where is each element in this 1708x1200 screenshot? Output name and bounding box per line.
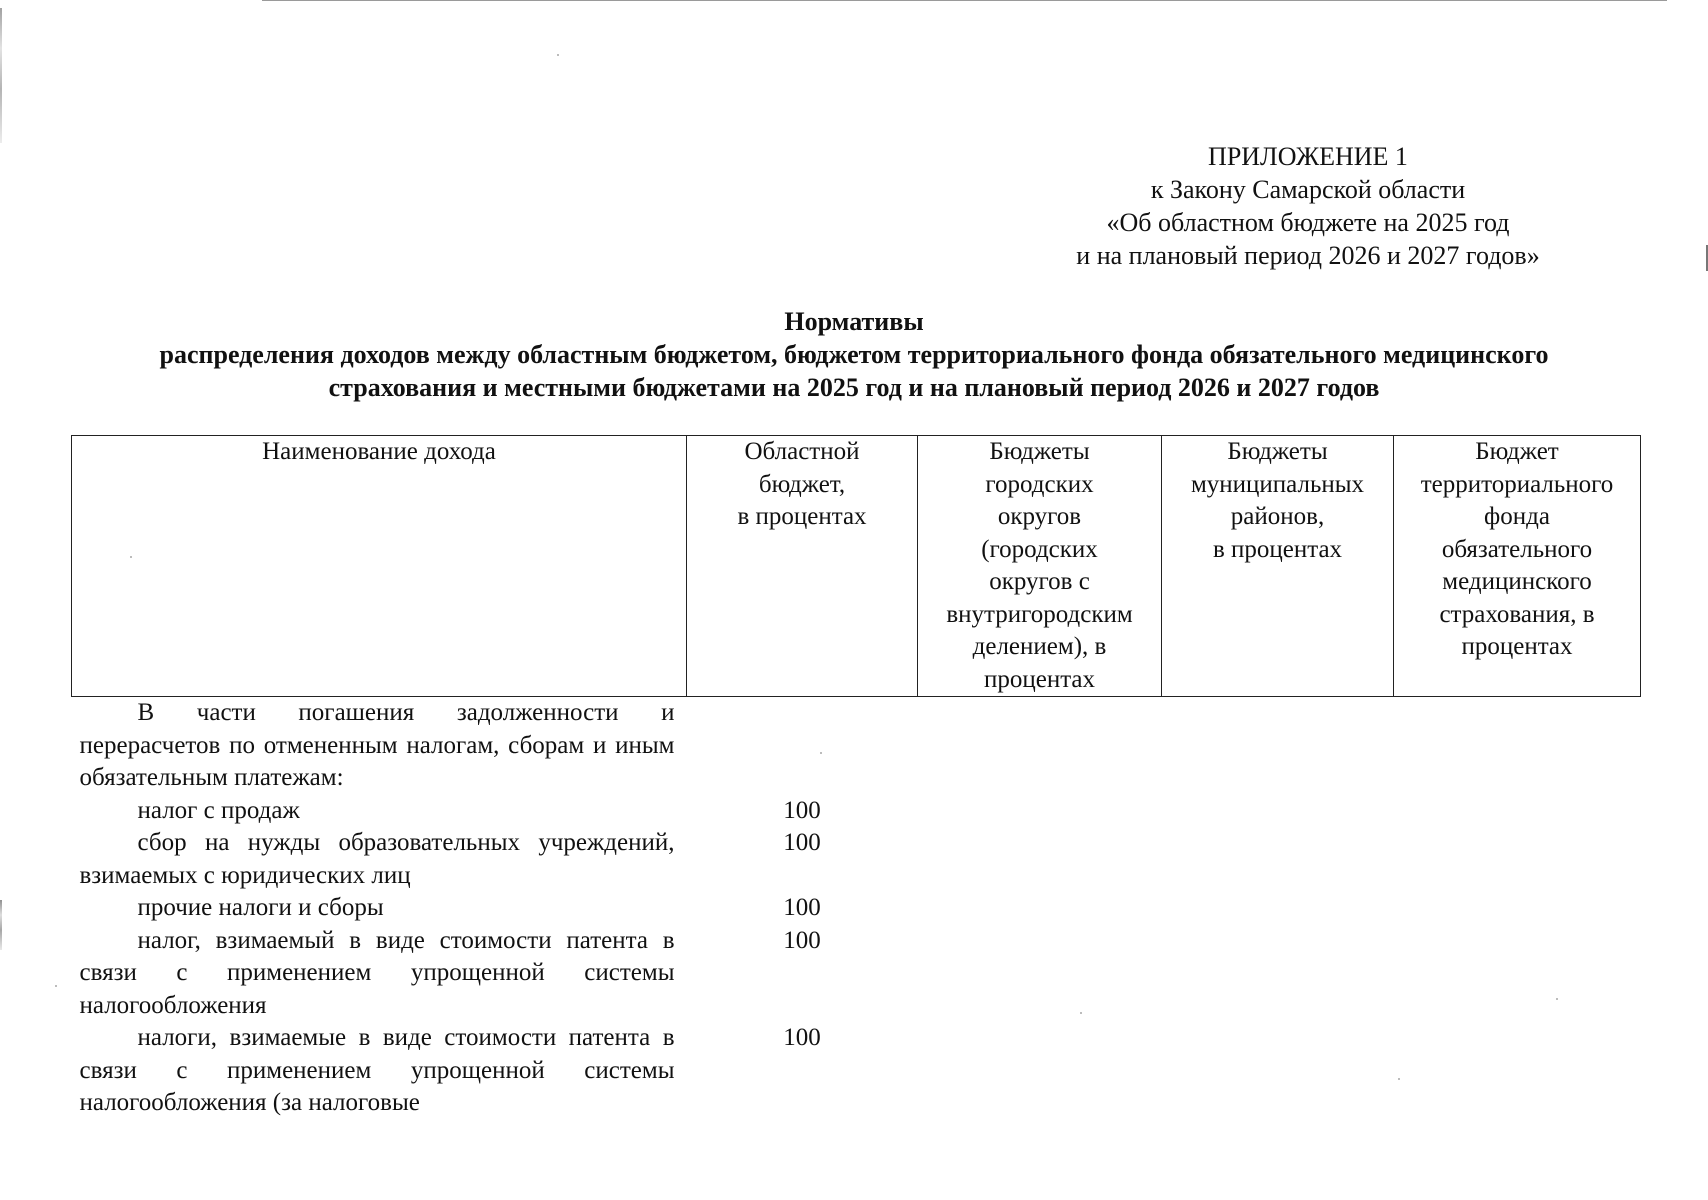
header-line: территориального [1420,470,1614,498]
header-line: процентах [1461,633,1573,660]
header-line: внутригородским [946,600,1133,628]
header-municipal-districts [1162,436,1394,697]
header-line: городских [985,470,1094,498]
empty-percent-cell [1162,795,1394,828]
empty-percent-cell [918,697,1162,795]
regional-percent-cell [687,697,918,795]
income-name: налог с продаж [137,796,300,824]
document-title [70,305,1638,404]
regional-percent-cell: 100 [783,1024,821,1051]
header-line: районов, [1230,503,1325,530]
regional-percent-cell: 100 [783,926,821,954]
header-line: обязательного [1441,535,1593,563]
income-name-cell [72,697,687,795]
scan-left-edge [0,8,2,143]
table-row [72,925,1641,1023]
empty-percent-cell [918,892,1162,925]
table-row [72,827,1641,892]
header-line: бюджет, [758,470,846,498]
income-name-cell [72,827,687,892]
appendix-law-ref: к Закону Самарской области [1150,175,1466,204]
header-line: муниципальных [1190,470,1365,498]
header-income-name [72,436,687,697]
header-line: медицинского [1442,568,1592,595]
regional-percent-cell: 100 [783,894,821,921]
income-name-cell [72,795,687,828]
empty-percent-cell [918,1022,1162,1120]
empty-percent-cell [1394,795,1641,828]
header-regional-budget [687,436,918,697]
empty-percent-cell [918,795,1162,828]
title-heading: Нормативы [784,307,924,336]
empty-percent-cell [1162,1022,1394,1120]
scan-speck [557,54,559,56]
header-line: (городских [981,535,1098,563]
empty-percent-cell [1162,925,1394,1023]
table-row [72,697,1641,795]
header-city-districts [918,436,1162,697]
title-subheading-1: распределения доходов между областным бюджетом, бюджетом территориального фонда обязательного медицинского [159,340,1549,369]
empty-percent-cell [1162,827,1394,892]
income-name: налог, взимаемый в виде стоимости патента в связи с применением упрощенной системы налогообложения [79,926,675,1019]
income-name: налоги, взимаемые в виде стоимости патента в связи с применением упрощенной системы налогообложения (за налоговые [79,1024,675,1116]
empty-percent-cell [1394,925,1641,1023]
appendix-header [998,140,1618,272]
header-line: процентах [983,665,1096,693]
empty-percent-cell [1394,827,1641,892]
distribution-table [71,435,1640,1120]
header-line: в процентах [1212,535,1343,563]
table-row [72,1022,1641,1120]
income-name-cell [72,1022,687,1120]
empty-percent-cell [918,925,1162,1023]
regional-percent-cell: 100 [783,829,821,856]
title-subheading-2: страхования и местными бюджетами на 2025 год и на плановый период 2026 и 2027 годов [328,373,1380,402]
income-name: сбор на нужды образовательных учреждений, взимаемых с юридических лиц [79,829,675,889]
income-name-cell [72,892,687,925]
income-name: В части погашения задолженности и перерасчетов по отмененным налогам, сборам и иным обязательным платежам: [79,699,675,791]
header-line: страхования, в [1439,600,1595,628]
header-line: Бюджеты [1227,438,1328,465]
header-line: делением), в [972,633,1107,660]
appendix-law-period: и на плановый период 2026 и 2027 годов» [1076,241,1540,270]
income-name: прочие налоги и сборы [137,894,384,921]
scan-top-border [262,0,1667,1]
table-body [72,697,1641,1120]
header-line: в процентах [737,503,867,530]
scan-left-edge-lower [0,900,2,950]
header-line: Областной [744,438,860,465]
income-name-cell [72,925,687,1023]
table-header-row [72,436,1641,697]
header-health-fund [1394,436,1641,697]
header-line: Бюджет [1475,438,1559,465]
appendix-law-title: «Об областном бюджете на 2025 год [1106,208,1510,237]
empty-percent-cell [918,827,1162,892]
header-line: округов с [989,568,1090,595]
appendix-number: ПРИЛОЖЕНИЕ 1 [1208,142,1408,171]
header-line: фонда [1484,503,1550,530]
header-line: Наименование дохода [262,438,496,465]
empty-percent-cell [1394,697,1641,795]
scan-speck [55,985,57,987]
empty-percent-cell [1394,1022,1641,1120]
regional-percent-cell: 100 [783,796,821,824]
empty-percent-cell [1162,697,1394,795]
empty-percent-cell [1394,892,1641,925]
header-line: округов [997,503,1082,530]
header-line: Бюджеты [989,438,1090,465]
table-row [72,892,1641,925]
table-row [72,795,1641,828]
empty-percent-cell [1162,892,1394,925]
